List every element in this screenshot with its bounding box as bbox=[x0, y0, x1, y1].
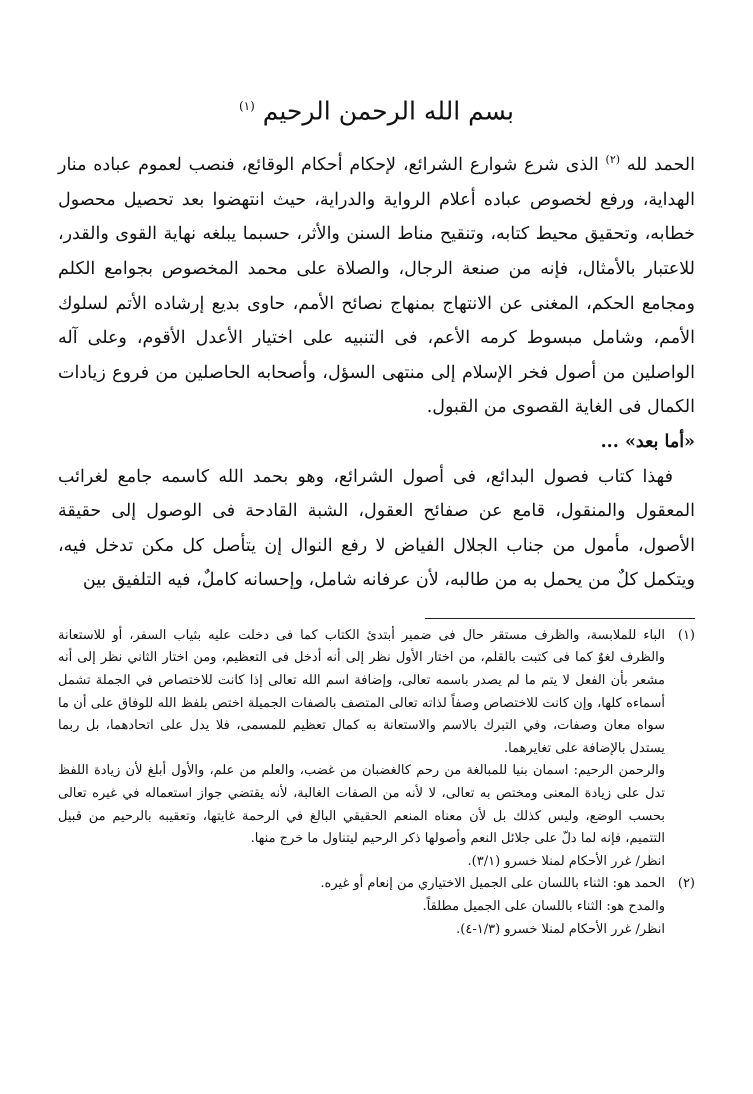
amma-baad-line: «أما بعد» ... bbox=[600, 431, 695, 452]
footnote-paragraph: الحمد هو: الثناء باللسان على الجميل الاختياري من إنعام أو غيره. bbox=[320, 876, 665, 892]
footnote-separator bbox=[425, 618, 695, 619]
intro-paragraph bbox=[58, 143, 695, 425]
footnote-paragraph: والرحمن الرحيم: اسمان بنيا للمبالغة من رحم كالغضبان من غضب، والعلم من علم، والأول أبلغ لأن زيادة اللفظ تدل على زيادة المعنى ومختص به تعالى، لا لأنه من الصفات الغالبة، لأنه يقتضي جواز استعماله في غيره تعالى بحسب الوضع، وليس كذلك بل لأن معناه المنعم الحقيقي البالغ في الرحمة غايتها، وتعقيبه بالرحيم من قبيل التتميم، فإنه لما دلّ على جلائل النعم وأصولها ذكر الرحيم ليتناول ما خرج منها. bbox=[58, 763, 665, 847]
basmala-text: بسم الله الرحمن الرحيم bbox=[262, 96, 515, 126]
basmala-heading bbox=[58, 86, 695, 131]
footnote-2 bbox=[58, 873, 695, 941]
footnote-1 bbox=[58, 625, 695, 874]
footnote-number: (١) bbox=[677, 627, 695, 643]
footnote-paragraph: الباء للملابسة، والظرف مستقر حال فى ضمير أبتدئ الكتاب كما فى دخلت عليه بثياب السفر، أو للاستعانة والظرف لغوٌ كما فى كتبت بالقلم، من اختار الأول نظر إلى أنه أدخل فى التعظيم، ومن اختار الثاني نظر إلى أنه مشعر بأن الفعل لا يتم ما لم يصدر باسمه تعالى، وإضافة اسم الله تعالى إذا كانت للاختصاص في الجملة تشمل أسماءه كلها، وإن كانت للاختصاص وصفاً لذاته تعالى المتصف بالصفات الجميلة اختص بلفظ الله للوفاق على أن ما سواه معان وصفات، وفي التبرك بالاسم والاستعانة به كمال تعظيم للمسمى، فلا يدل على اتحادهما، بل ربما يستدل بالإضافة على تغايرهما. bbox=[58, 627, 665, 756]
main-text bbox=[58, 143, 695, 598]
footnote-citation: انظر/ غرر الأحكام لمنلا خسرو (٣/١). bbox=[467, 853, 665, 869]
footnote-number: (٢) bbox=[677, 876, 695, 892]
footnote-ref-2: (٢) bbox=[605, 153, 621, 167]
footnote-citation: انظر/ غرر الأحكام لمنلا خسرو (١/٣-٤). bbox=[456, 921, 665, 937]
footnote-ref-1: (١) bbox=[238, 99, 255, 113]
footnote-paragraph: والمدح هو: الثناء باللسان على الجميل مطلقاً. bbox=[422, 899, 665, 914]
intro-opening: الحمد لله bbox=[626, 155, 695, 176]
footnotes bbox=[58, 625, 695, 941]
intro-body: الذى شرع شوارع الشرائع، لإحكام أحكام الوقائع، فنصب لعموم عباده منار الهداية، ورفع لخصوص عباده أعلام الرواية والدراية، حيث انتهضوا بعد تحصيل محصول خطابه، وتحقيق محيط كتابه، وتنقيح مناط السنن والأثر، حسبما يبلغه نهاية القوى والقدر، للاعتبار بالأمثال، فإنه من صنعة الرجال، والصلاة على محمد المخصوص بجوامع الكلم ومجامع الحكم، المغنى عن الانتهاج بمنهاج نصائح الأمم، حاوى بديع إرشاده الأتم لسلوك الأمم، وشامل مبسوط كرمه الأعم، فى التنبيه على اختيار الأعدل الأقوم، وعلى آله الواصلين من أصول فخر الإسلام إلى منتهى السؤل، وأصحابه الحاصلين من فروع زيادات الكمال فى الغاية القصوى من القبول. bbox=[58, 155, 695, 418]
book-description-paragraph: فهذا كتاب فصول البدائع، فى أصول الشرائع، وهو بحمد الله كاسمه جامع لغرائب المعقول والمنقول، قامع عن صفائح العقول، الشبة القادحة فى الوصول إلى حقيقة الأصول، مأمول من جناب الجلال الفياض لا رفع النوال إن يتأصل كل مكن تدخل فيه، ويتكمل كلٌ من يحمل به من طالبه، لأن عرفانه شامل، وإحسانه كاملٌ، فيه التلفيق بين bbox=[58, 466, 695, 591]
